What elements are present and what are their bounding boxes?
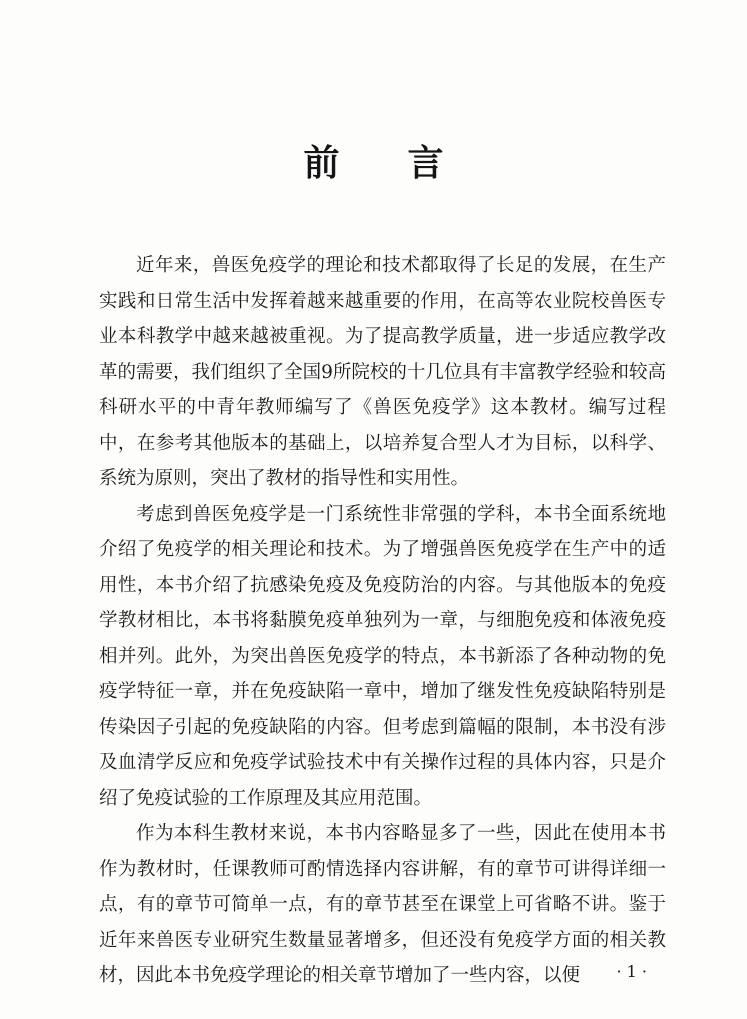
title-char-2: 言 (407, 142, 444, 184)
page-title (0, 143, 747, 183)
paragraph-1: 近年来，兽医免疫学的理论和技术都取得了长足的发展，在生产实践和日常生活中发挥着越来越重要的作用，在高等农业院校兽医专业本科教学中越来越被重视。为了提高教学质量，进一步适应教学改革的需要，我们组织了全国9所院校的十几位具有丰富教学经验和较高科研水平的中青年教师编写了《兽医免疫学》这本教材。编写过程中，在参考其他版本的基础上，以培养复合型人才为目标，以科学、系统为原则，突出了教材的指导性和实用性。 (99, 255, 666, 489)
preface-body (99, 248, 666, 994)
paragraph-2: 考虑到兽医免疫学是一门系统性非常强的学科，本书全面系统地介绍了免疫学的相关理论和技术。为了增强兽医免疫学在生产中的适用性，本书介绍了抗感染免疫及免疫防治的内容。与其他版本的免疫学教材相比，本书将黏膜免疫单独列为一章，与细胞免疫和体液免疫相并列。此外，为突出兽医免疫学的特点，本书新添了各种动物的免疫学特征一章，并在免疫缺陷一章中，增加了继发性免疫缺陷特别是传染因子引起的免疫缺陷的内容。但考虑到篇幅的限制，本书没有涉及血清学反应和免疫学试验技术中有关操作过程的具体内容，只是介绍了免疫试验的工作原理及其应用范围。 (99, 503, 666, 809)
title-char-1: 前 (303, 142, 340, 184)
paragraph-3: 作为本科生教材来说，本书内容略显多了一些，因此在使用本书作为教材时，任课教师可酌情选择内容讲解，有的章节可讲得详细一点，有的章节可简单一点，有的章节甚至在课堂上可省略不讲。鉴于近年来兽医专业研究生数量显著增多，但还没有免疫学方面的相关教材，因此本书免疫学理论的相关章节增加了一些内容，以便 (99, 823, 666, 986)
page-number: · 1 · (616, 962, 647, 981)
